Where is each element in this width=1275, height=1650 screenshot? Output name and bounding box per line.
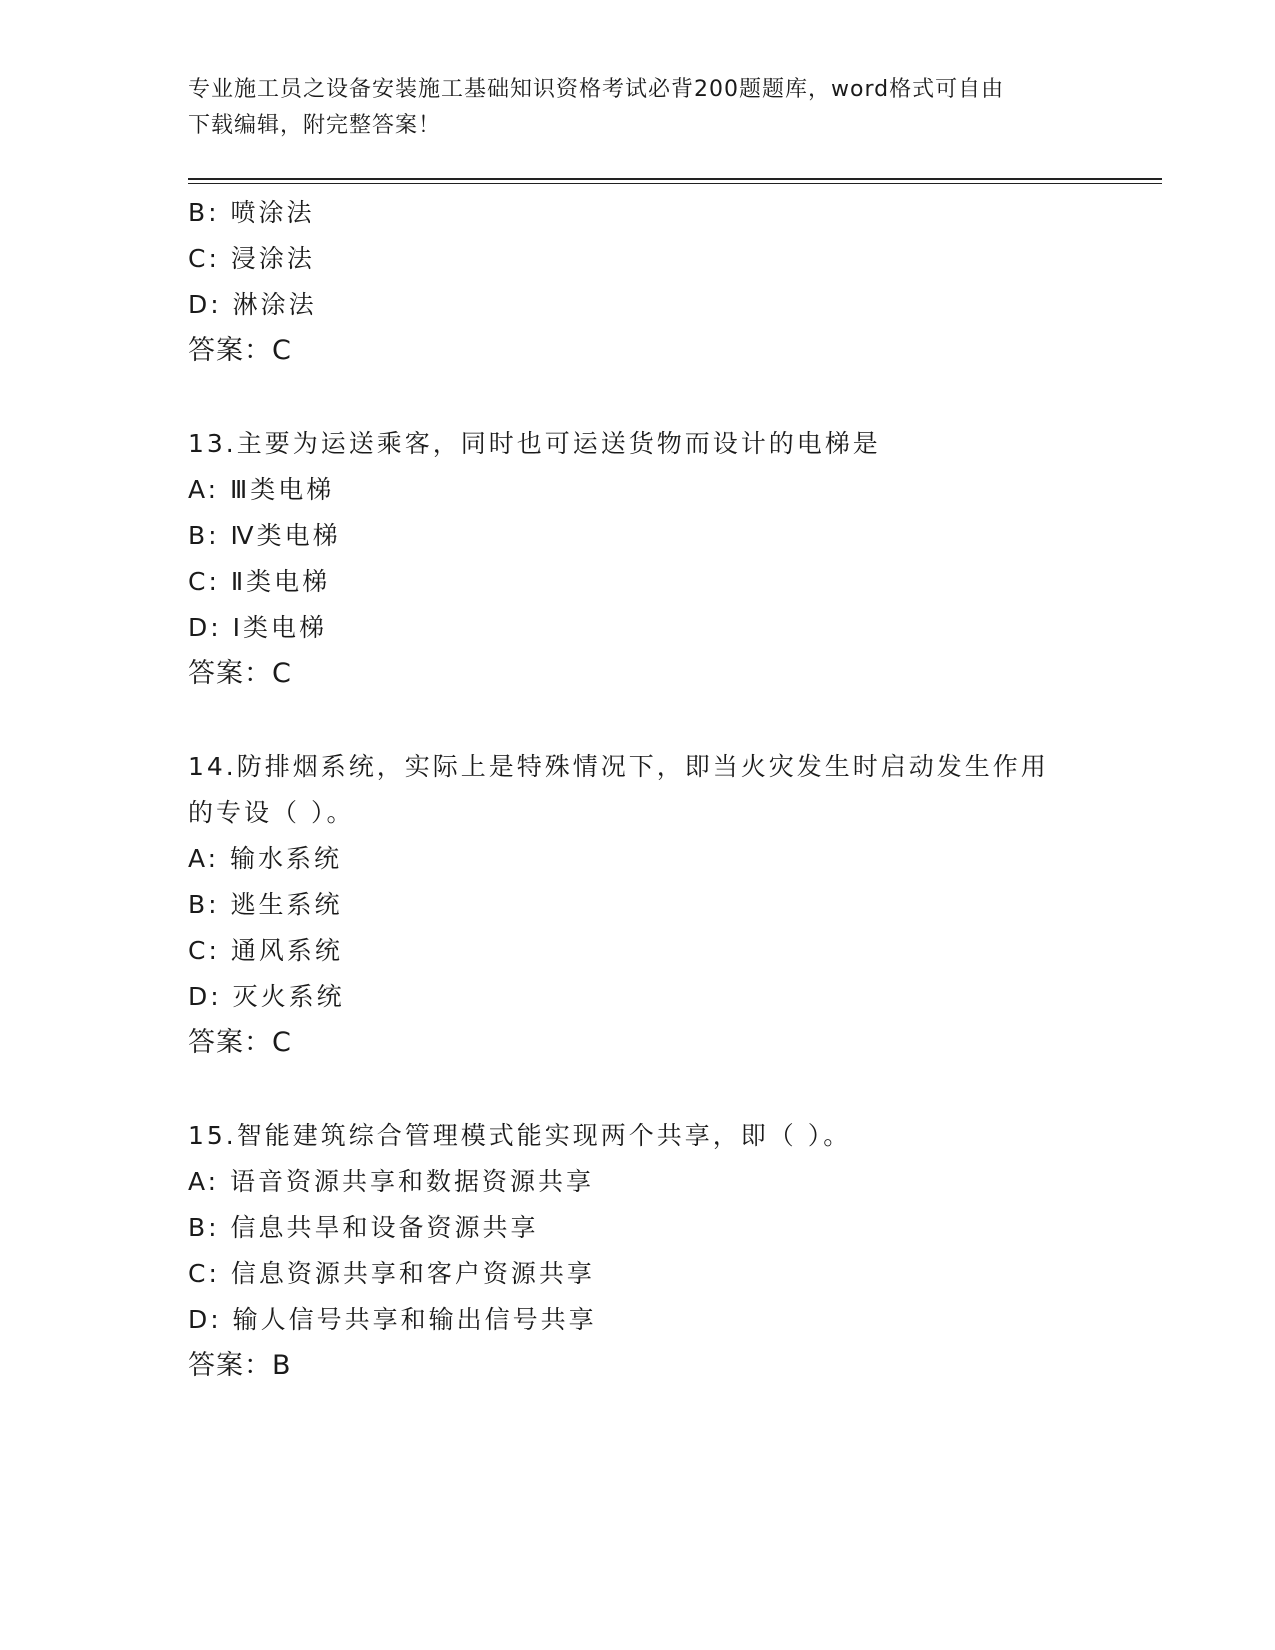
option-a: A: Ⅲ类电梯 — [188, 475, 335, 504]
option-c: C: 通风系统 — [188, 936, 343, 965]
option-d: D: Ⅰ类电梯 — [188, 613, 327, 642]
question-14 — [188, 744, 1088, 1066]
option-b: B: 喷涂法 — [188, 198, 315, 227]
spacer — [188, 374, 1088, 421]
question-stem-line-2: 的专设（ ）。 — [188, 798, 355, 827]
option-b: B: 信息共旱和设备资源共享 — [188, 1213, 539, 1242]
option-c: C: 信息资源共享和客户资源共享 — [188, 1259, 595, 1288]
option-a: A: 输水系统 — [188, 844, 343, 873]
answer: 答案：C — [188, 335, 292, 366]
question-stem-line-1: 14.防排烟系统，实际上是特殊情况下，即当火灾发生时启动发生作用 — [188, 752, 1049, 781]
option-d: D: 灭火系统 — [188, 982, 345, 1011]
option-a: A: 语音资源共享和数据资源共享 — [188, 1167, 595, 1196]
answer: 答案：B — [188, 1350, 292, 1381]
header-title-line-1: 专业施工员之设备安装施工基础知识资格考试必背200题题库，word格式可自由 — [188, 77, 1005, 102]
option-c: C: Ⅱ类电梯 — [188, 567, 331, 596]
question-stem: 15.智能建筑综合管理模式能实现两个共享，即（ ）。 — [188, 1121, 852, 1150]
header-title-line-2: 下载编辑，附完整答案！ — [188, 113, 442, 138]
question-stem — [188, 744, 1088, 836]
page-header — [188, 72, 1068, 144]
option-b: B: Ⅳ类电梯 — [188, 521, 341, 550]
spacer — [188, 697, 1088, 744]
spacer — [188, 1066, 1088, 1113]
question-12-tail — [188, 190, 1088, 374]
question-13 — [188, 421, 1088, 697]
question-list — [188, 190, 1088, 1389]
option-d: D: 输人信号共享和输出信号共享 — [188, 1305, 597, 1334]
option-d: D: 淋涂法 — [188, 290, 317, 319]
option-b: B: 逃生系统 — [188, 890, 343, 919]
header-divider-thin — [188, 183, 1162, 184]
answer: 答案：C — [188, 658, 292, 689]
header-divider-thick — [188, 178, 1162, 180]
answer: 答案：C — [188, 1027, 292, 1058]
question-stem: 13.主要为运送乘客，同时也可运送货物而设计的电梯是 — [188, 429, 881, 458]
question-15 — [188, 1113, 1088, 1389]
option-c: C: 浸涂法 — [188, 244, 315, 273]
